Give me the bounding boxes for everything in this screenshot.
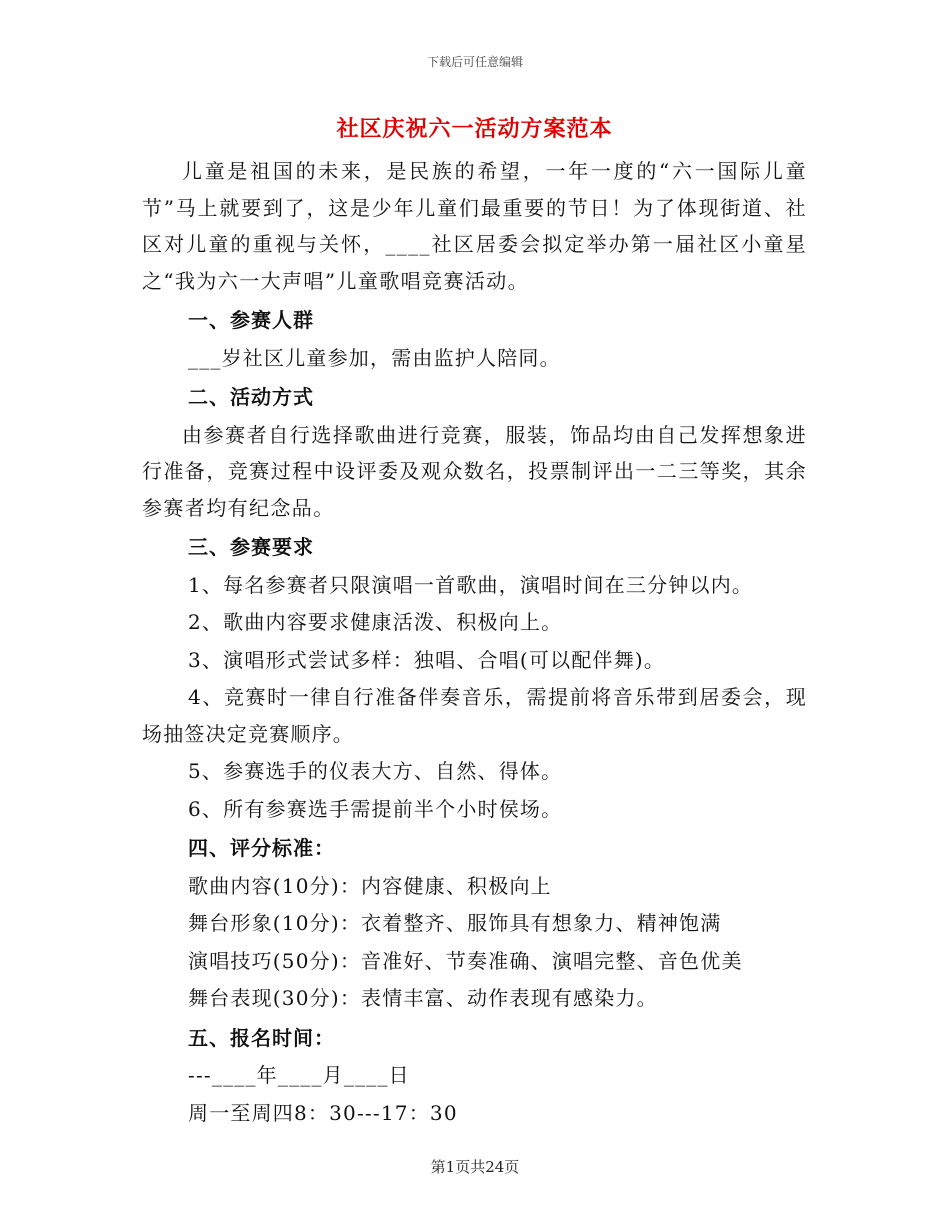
section-heading-requirements: 三、参赛要求 (188, 535, 314, 559)
requirement-item-5: 5、参赛选手的仪表大方、自然、得体。 (188, 759, 563, 783)
document-title: 社区庆祝六一活动方案范本 (336, 116, 613, 142)
participants-text: ___岁社区儿童参加，需由监护人陪同。 (188, 345, 561, 370)
requirement-item-3: 3、演唱形式尝试多样：独唱、合唱(可以配伴舞)。 (188, 647, 666, 672)
section-heading-scoring: 四、评分标准： (188, 836, 335, 860)
format-text: 由参赛者自行选择歌曲进行竞赛，服装，饰品均由自己发挥想象进行准备，竞赛过程中设评委及观众数名，投票制评出一二三等奖，其余参赛者均有纪念品。 (142, 422, 807, 520)
requirement-item-6: 6、所有参赛选手需提前半个小时侯场。 (188, 796, 563, 821)
requirement-item-2: 2、歌曲内容要求健康活泼、积极向上。 (188, 610, 563, 634)
section-heading-registration: 五、报名时间： (188, 1025, 335, 1050)
scoring-item-performance: 舞台表现(30分)：表情丰富、动作表现有感染力。 (188, 986, 658, 1010)
registration-hours: 周一至周四8：30---17：30 (188, 1100, 458, 1125)
scoring-item-image: 舞台形象(10分)：衣着整齐、服饰具有想象力、精神饱满 (188, 911, 722, 935)
scoring-item-content: 歌曲内容(10分)：内容健康、积极向上 (188, 873, 552, 898)
section-heading-participants: 一、参赛人群 (188, 308, 314, 332)
requirement-item-4: 4、竞赛时一律自行准备伴奏音乐，需提前将音乐带到居委会，现场抽签决定竞赛顺序。 (142, 685, 807, 746)
registration-date: ---____年____月____日 (188, 1063, 410, 1087)
page-header: 下载后可任意编辑 (426, 55, 523, 69)
scoring-item-technique: 演唱技巧(50分)：音准好、节奏准确、演唱完整、音色优美 (188, 948, 743, 973)
intro-paragraph: 儿童是祖国的未来，是民族的希望，一年一度的“六一国际儿童节”马上就要到了，这是少年儿童们最重要的节日！为了体现街道、社区对儿童的重视与关怀，____社区居委会拟定举办第一届社区小童星之“我为六一大声唱”儿童歌唱竞赛活动。 (142, 159, 807, 293)
page-footer: 第1页共24页 (430, 1158, 520, 1176)
document-body (142, 113, 807, 1132)
section-heading-format: 二、活动方式 (188, 385, 314, 409)
requirement-item-1: 1、每名参赛者只限演唱一首歌曲，演唱时间在三分钟以内。 (188, 572, 754, 597)
